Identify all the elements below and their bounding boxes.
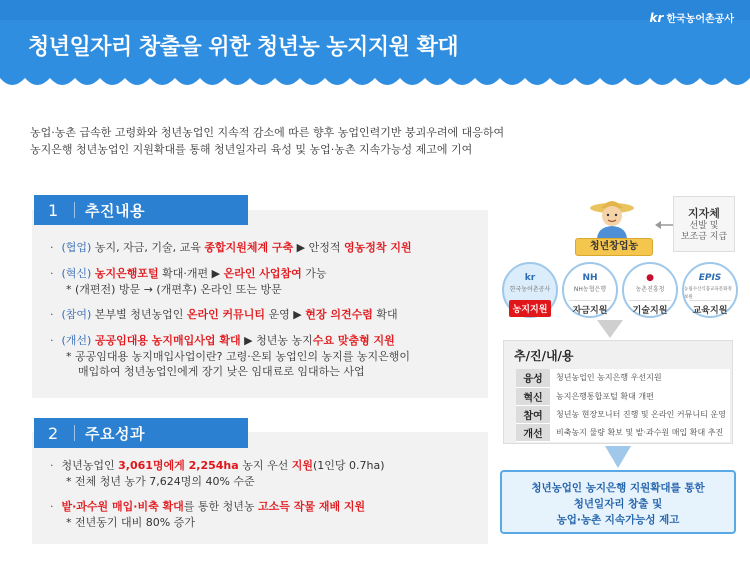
local-government-title: 지자체: [688, 207, 720, 220]
section-1-title: 추진내용: [85, 201, 145, 220]
section-1-list: [50, 240, 480, 389]
support-org-list: [500, 262, 740, 320]
list-item-note: * 전년동기 대비 80% 증가: [66, 516, 195, 529]
org-epis: EPIS 농림수산식품교육문화정보원 교육지원: [682, 262, 738, 318]
section-1-number: 1: [48, 200, 59, 220]
farmer-label: 청년창업농: [575, 238, 653, 256]
table-row: 융성 청년농업인 농지은행 우선지원: [516, 369, 730, 387]
down-arrow-icon: [603, 446, 633, 468]
section-2-header: [34, 418, 248, 448]
page-header: [0, 0, 750, 100]
list-item-note: * (개편전) 방문 → (개편후) 온라인 또는 방문: [66, 283, 282, 296]
rda-logo-icon: ●: [646, 273, 654, 283]
brand-mark: kr: [649, 10, 664, 25]
table-row: 참여 청년농 현장모니터 진행 및 온라인 커뮤니티 운영: [516, 405, 730, 423]
list-item: · 밭·과수원 매입·비축 확대를 통한 청년농 고소득 작물 재배 지원 * 전년동기 대비 80% 증가: [50, 499, 480, 530]
list-item-note: * 전체 청년 농가 7,624명의 40% 수준: [66, 475, 255, 488]
org-rda: ● 농촌진흥청 기술지원: [622, 262, 678, 318]
bullet-dot: ·: [50, 459, 54, 472]
down-arrow-icon: [595, 320, 625, 340]
table-row: 개선 비축농지 물량 확보 및 밭·과수원 매입 확대 추진: [516, 423, 730, 441]
org-label: 기술지원: [629, 300, 672, 318]
section-2-title: 주요성과: [85, 424, 145, 443]
list-item: · (협업) 농지, 자금, 기술, 교육 종합지원체계 구축 ▶ 안정적 영농정착 지원: [50, 241, 412, 254]
list-item: · 청년농업인 3,061명에게 2,254ha 농지 우선 지원(1인당 0.7ha) * 전체 청년 농가 7,624명의 40% 수준: [50, 458, 480, 489]
push-content-title: 추/진/내/용: [514, 349, 574, 363]
bullet-dot: ·: [50, 308, 54, 321]
org-krc: kr 한국농어촌공사 농지지원: [502, 262, 558, 318]
org-label: 교육지원: [689, 300, 732, 318]
section-divider: [74, 202, 75, 218]
section-2-number: 2: [48, 423, 59, 443]
brand-name: 한국농어촌공사: [666, 14, 734, 25]
intro-text: [30, 124, 730, 158]
local-government-box: 지자체 선발 및 보조금 지급: [673, 196, 735, 252]
org-label: 농지지원: [509, 300, 552, 317]
nh-logo-icon: NH: [582, 273, 598, 283]
arrow-left-icon: [655, 220, 673, 230]
page-title: 청년일자리 창출을 위한 청년농 농지지원 확대: [28, 35, 459, 60]
list-item: · (혁신) 농지은행포털 확대·개편 ▶ 온라인 사업참여 가능 * (개편전) 방문 → (개편후) 온라인 또는 방문: [50, 266, 480, 297]
bullet-dot: ·: [50, 500, 54, 513]
result-box: 청년농업인 농지은행 지원확대를 통한 청년일자리 창출 및 농업·농촌 지속가능성 제고: [500, 470, 736, 534]
table-row: 혁신 농지은행통합포털 확대 개편: [516, 387, 730, 405]
bullet-dot: ·: [50, 267, 54, 280]
farmer-icon: [587, 194, 637, 240]
section-divider: [74, 425, 75, 441]
push-content-box: [503, 340, 733, 444]
push-content-table: [516, 369, 730, 442]
brand-logo: [649, 10, 734, 25]
list-item: · (개선) 공공임대용 농지매입사업 확대 ▶ 청년농 농지수요 맞춤형 지원 * 공공임대용 농지매입사업이란? 고령·은퇴 농업인의 농지를 농지은행이 매입하여 청년농업인에게 장기 낮은 임대료로 임대하는 사업: [50, 333, 480, 379]
intro-line-1: 농업·농촌 급속한 고령화와 청년농업인 지속적 감소에 따른 향후 농업인력기반 붕괴우려에 대응하여: [30, 126, 505, 139]
bullet-dot: ·: [50, 241, 54, 254]
section-1-header: [34, 195, 248, 225]
org-label: 자금지원: [569, 300, 612, 318]
epis-logo-icon: EPIS: [698, 273, 722, 283]
org-nh-bank: NH NH농협은행 자금지원: [562, 262, 618, 318]
list-item-note: * 공공임대용 농지매입사업이란? 고령·은퇴 농업인의 농지를 농지은행이: [66, 350, 410, 363]
list-item: · (참여) 본부별 청년농업인 온라인 커뮤니티 운영 ▶ 현장 의견수렴 확대: [50, 308, 398, 321]
krc-logo-icon: kr: [524, 273, 536, 283]
section-2-list: [50, 458, 480, 540]
list-item-note-cont: 매입하여 청년농업인에게 장기 낮은 임대료로 임대하는 사업: [78, 365, 365, 378]
bullet-dot: ·: [50, 334, 54, 347]
intro-line-2: 농지은행 청년농업인 지원확대를 통해 청년일자리 육성 및 농업·농촌 지속가능성 제고에 기여: [30, 143, 473, 156]
